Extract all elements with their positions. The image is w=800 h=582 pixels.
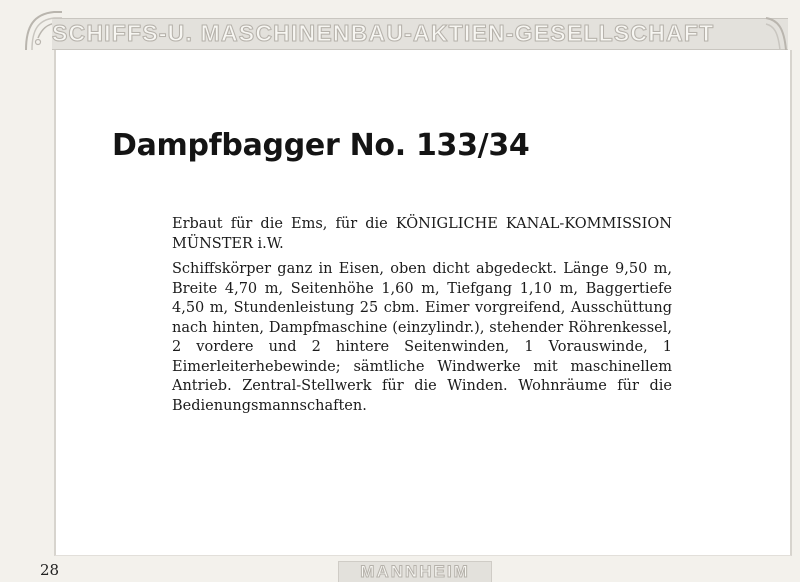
page-title: Dampfbagger No. 133/34 (112, 128, 530, 163)
paragraph-specifications: Schiffskörper ganz in Eisen, oben dicht abgedeckt. Länge 9,50 m, Breite 4,70 m, Seitenhöhe 1,60 m, Tiefgang 1,10 m, Baggertiefe 4,50 m, Stundenleistung 25 cbm. Eimer vorgreifend, Ausschüttung nach hinten, Dampfmaschine (einzylindr.), stehender Röhrenkessel, 2 vordere und 2 hintere Seitenwinden, 1 Vorauswinde, 1 Eimerleiterhebewinde; sämtliche Windwerke mit maschinellem Antrieb. Zentral-Stellwerk für die Winden. Wohnräume für die Bedienungsmannschaften. (172, 261, 672, 414)
ornamental-header (24, 8, 788, 52)
company-name: SCHIFFS-U. MASCHINENBAU-AKTIEN-GESELLSCHAFT (52, 20, 715, 46)
ornamental-footer (330, 559, 500, 581)
description-text (172, 215, 672, 416)
city-name: MANNHEIM (360, 562, 470, 581)
paragraph-origin: Erbaut für die Ems, für die KÖNIGLICHE KANAL-KOMMISSION MÜNSTER i.W. (172, 216, 672, 252)
page-number: 28 (40, 561, 60, 579)
art-nouveau-ornament-icon (764, 8, 788, 52)
